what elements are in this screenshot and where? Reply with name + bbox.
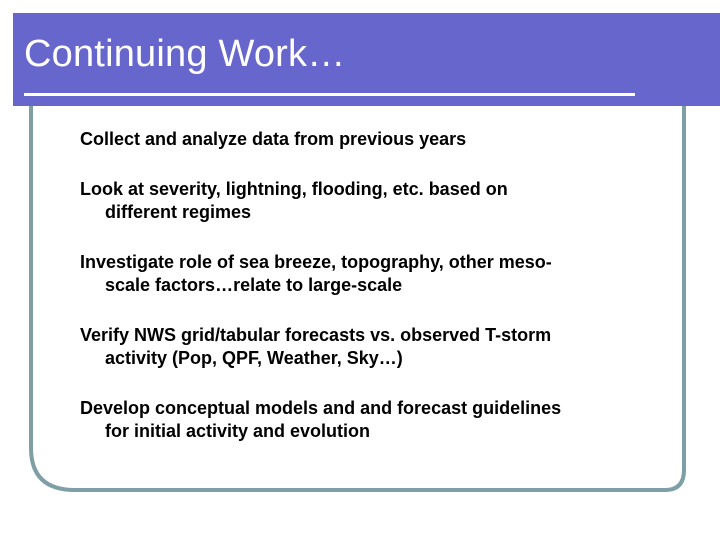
- slide-title: Continuing Work…: [24, 33, 346, 75]
- bullet-item: Collect and analyze data from previous years: [80, 129, 467, 149]
- bullet-list: [80, 128, 580, 443]
- bullet-item: Look at severity, lightning, flooding, etc. based on different regimes: [80, 179, 508, 222]
- bullet-item: Develop conceptual models and and forecast guidelines for initial activity and evolution: [80, 398, 562, 441]
- bullet-item: Verify NWS grid/tabular forecasts vs. observed T-storm activity (Pop, QPF, Weather, Sky…): [80, 325, 552, 368]
- bullet-item: Investigate role of sea breeze, topography, other meso-scale factors…relate to large-scale: [80, 252, 552, 295]
- title-underline: [24, 93, 635, 96]
